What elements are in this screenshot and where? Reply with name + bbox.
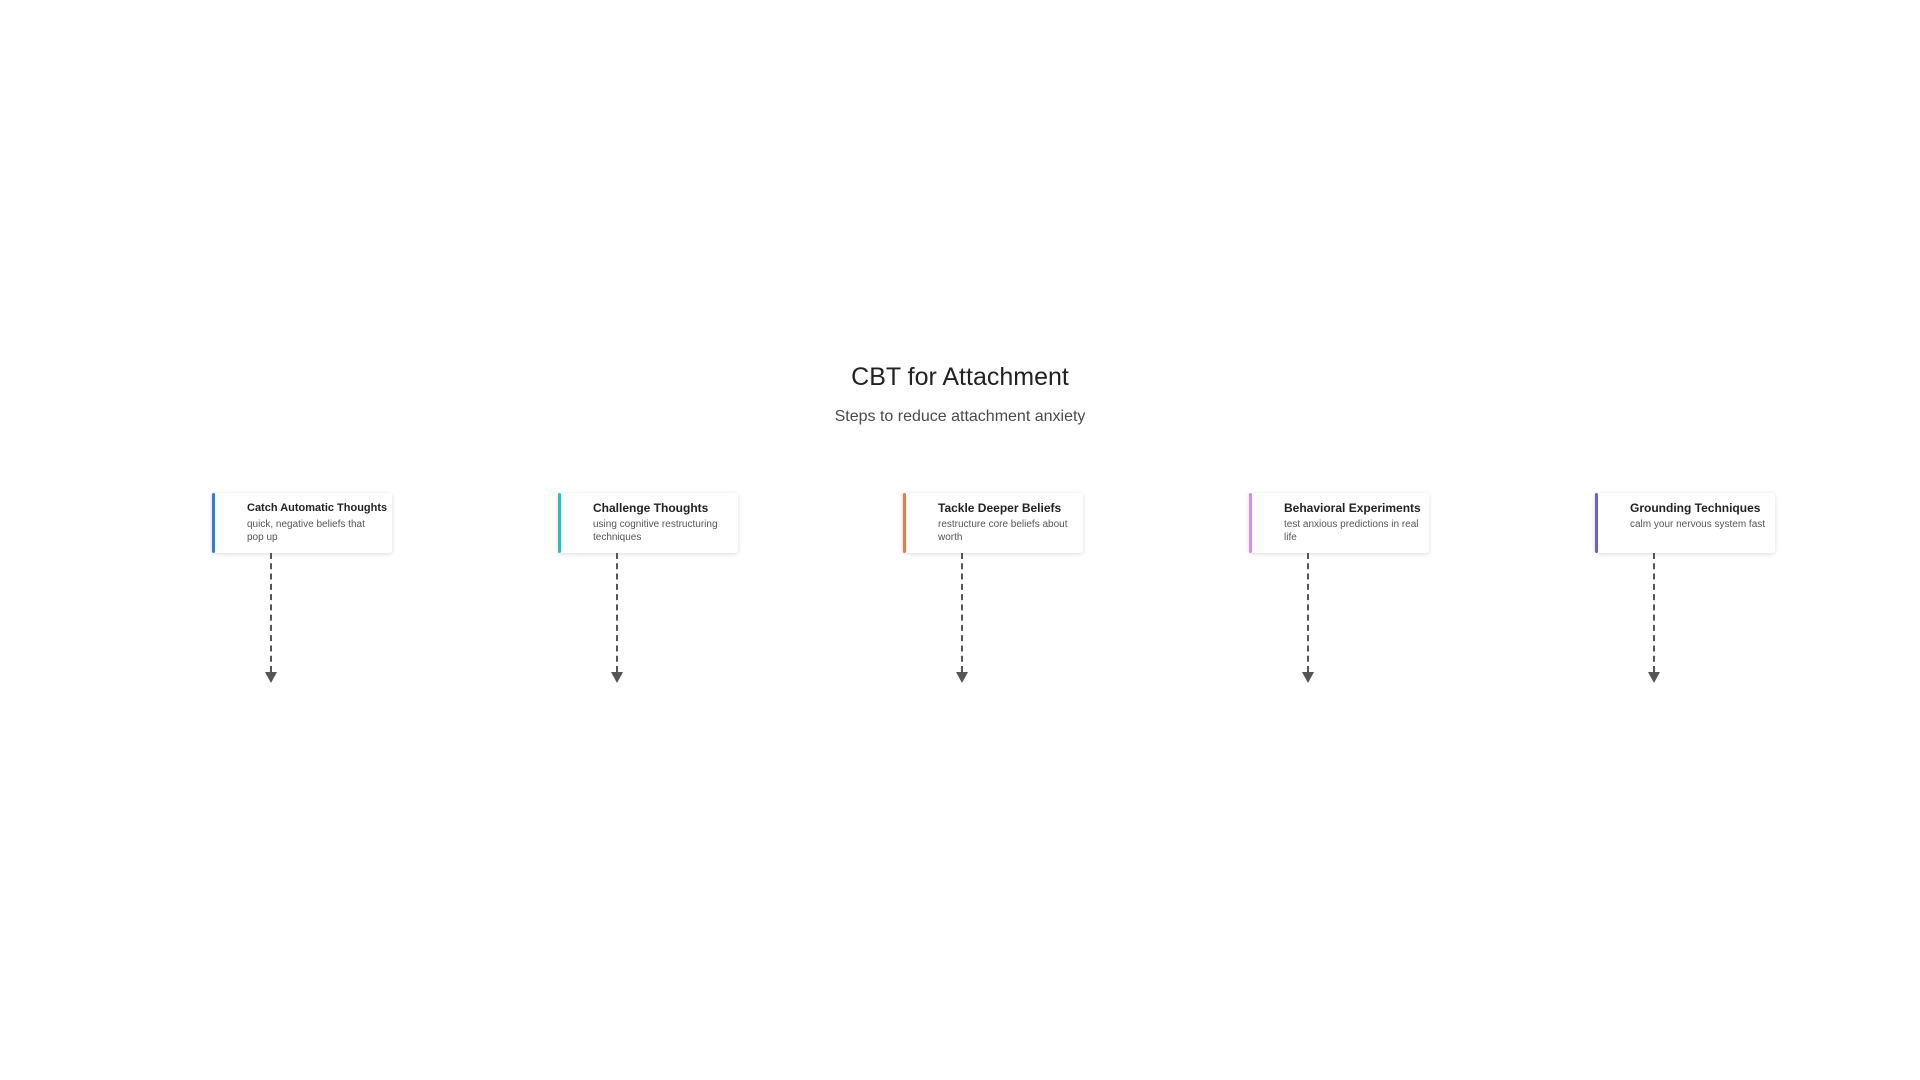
step-card[interactable] xyxy=(903,493,1083,553)
step-label: Grounding Techniques xyxy=(1630,501,1761,515)
step-description: quick, negative beliefs that pop up xyxy=(247,519,365,543)
arrow-down-icon xyxy=(1302,672,1314,683)
step-4 xyxy=(1249,493,1429,553)
step-1 xyxy=(212,493,392,553)
step-label: Catch Automatic Thoughts xyxy=(247,502,388,514)
step-accent-bar xyxy=(903,493,906,553)
step-card[interactable] xyxy=(1249,493,1429,553)
step-description: calm your nervous system fast xyxy=(1630,519,1766,530)
arrow-down-icon xyxy=(611,672,623,683)
step-card[interactable] xyxy=(212,493,392,553)
dashed-connector xyxy=(270,553,273,672)
step-accent-bar xyxy=(558,493,561,553)
diagram-subtitle: Steps to reduce attachment anxiety xyxy=(834,408,1086,425)
step-label: Behavioral Experiments xyxy=(1284,501,1421,515)
step-card[interactable] xyxy=(558,493,738,553)
diagram-title: CBT for Attachment xyxy=(851,363,1069,391)
step-accent-bar xyxy=(1595,493,1598,553)
dashed-connector xyxy=(961,553,964,672)
step-accent-bar xyxy=(1249,493,1252,553)
step-label: Challenge Thoughts xyxy=(593,501,709,515)
step-label: Tackle Deeper Beliefs xyxy=(938,501,1062,515)
dashed-connector xyxy=(1307,553,1310,672)
dashed-connector xyxy=(616,553,619,672)
step-2 xyxy=(558,493,738,553)
dashed-connector xyxy=(1653,553,1656,672)
arrow-down-icon xyxy=(956,672,968,683)
step-card[interactable] xyxy=(1595,493,1775,553)
arrow-down-icon xyxy=(1648,672,1660,683)
arrow-down-icon xyxy=(265,672,277,683)
step-5 xyxy=(1595,493,1775,553)
step-description: restructure core beliefs about worth xyxy=(938,519,1068,543)
step-accent-bar xyxy=(212,493,215,553)
step-3 xyxy=(903,493,1083,553)
step-description: test anxious predictions in real life xyxy=(1284,519,1419,543)
step-description: using cognitive restructuring techniques xyxy=(593,519,718,543)
